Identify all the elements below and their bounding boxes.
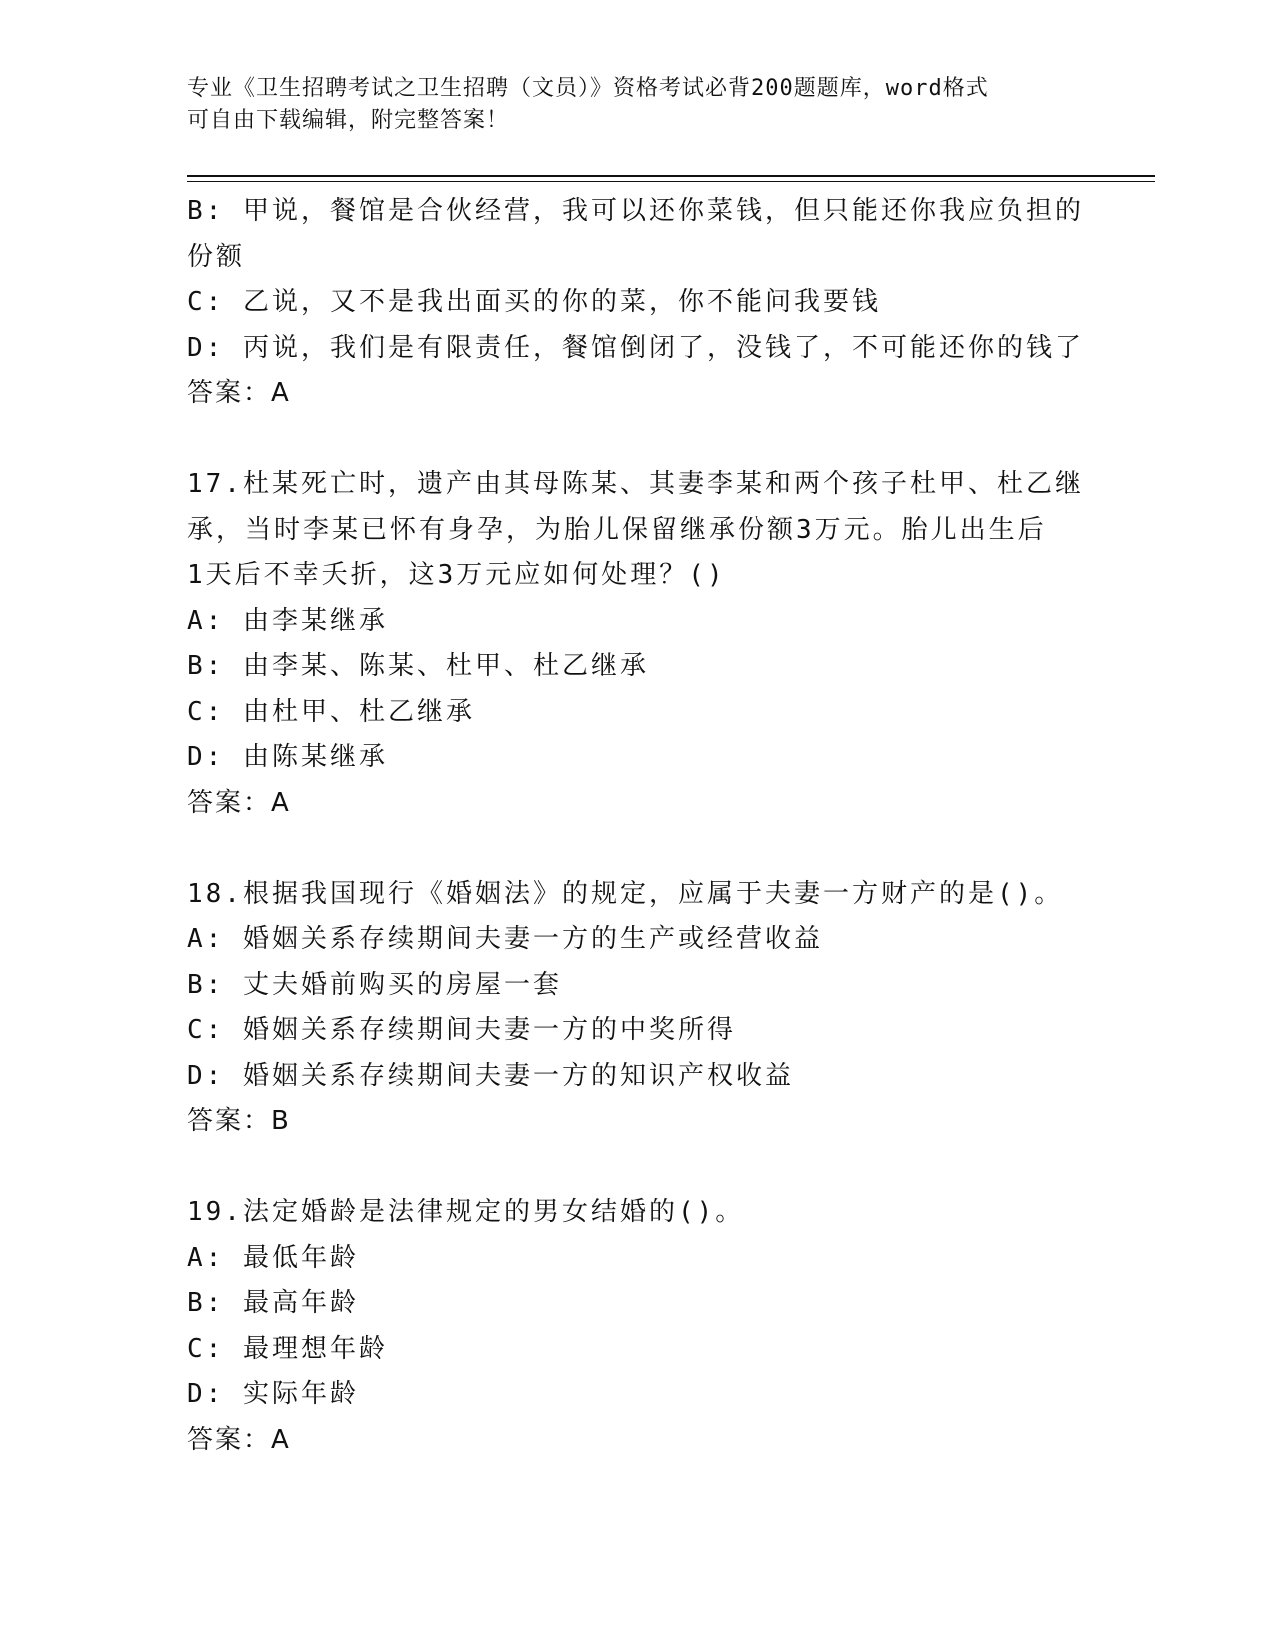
option-c: C: 由杜甲、杜乙继承 bbox=[187, 696, 475, 727]
option-c: C: 最理想年龄 bbox=[187, 1333, 388, 1364]
spacer bbox=[187, 417, 1087, 463]
answer-line: 答案：A bbox=[187, 787, 291, 818]
option-line: 份额 bbox=[187, 241, 246, 272]
spacer bbox=[187, 826, 1087, 872]
answer-line: 答案：A bbox=[187, 1424, 291, 1455]
question-content bbox=[187, 189, 1087, 1463]
question-stem-line: 17.杜某死亡时，遗产由其母陈某、其妻李某和两个孩子杜甲、杜乙继 bbox=[187, 469, 1084, 499]
question-stem-line: 19.法定婚龄是法律规定的男女结婚的()。 bbox=[187, 1197, 745, 1227]
option-a: A: 最低年龄 bbox=[187, 1242, 359, 1273]
header-title-line-2: 可自由下载编辑，附完整答案！ bbox=[187, 108, 510, 133]
option-a: A: 婚姻关系存续期间夫妻一方的生产或经营收益 bbox=[187, 924, 823, 954]
option-d: D: 婚姻关系存续期间夫妻一方的知识产权收益 bbox=[187, 1060, 794, 1091]
option-b: B: 丈夫婚前购买的房屋一套 bbox=[187, 969, 562, 1000]
question-19 bbox=[187, 1190, 1087, 1463]
option-line: C: 乙说，又不是我出面买的你的菜，你不能问我要钱 bbox=[187, 287, 881, 317]
spacer bbox=[187, 1145, 1087, 1191]
question-17 bbox=[187, 462, 1087, 826]
header-divider-thin bbox=[187, 181, 1155, 182]
option-b: B: 由李某、陈某、杜甲、杜乙继承 bbox=[187, 651, 649, 681]
option-d: D: 实际年龄 bbox=[187, 1379, 359, 1409]
header-title-line-1: 专业《卫生招聘考试之卫生招聘（文员）》资格考试必背200题题库，word格式 bbox=[187, 76, 989, 101]
question-stem-line: 18.根据我国现行《婚姻法》的规定，应属于夫妻一方财产的是()。 bbox=[187, 878, 1064, 909]
answer-line: 答案：B bbox=[187, 1106, 291, 1136]
question-18 bbox=[187, 872, 1087, 1145]
option-c: C: 婚姻关系存续期间夫妻一方的中奖所得 bbox=[187, 1015, 736, 1045]
answer-line: 答案：A bbox=[187, 378, 291, 408]
document-header bbox=[187, 73, 1087, 137]
option-line: B: 甲说，餐馆是合伙经营，我可以还你菜钱，但只能还你我应负担的 bbox=[187, 196, 1084, 226]
previous-question-continuation bbox=[187, 189, 1087, 417]
question-stem-line: 承，当时李某已怀有身孕，为胎儿保留继承份额3万元。胎儿出生后 bbox=[187, 514, 1047, 545]
option-b: B: 最高年龄 bbox=[187, 1288, 359, 1318]
option-a: A: 由李某继承 bbox=[187, 605, 388, 636]
option-d: D: 由陈某继承 bbox=[187, 742, 388, 772]
header-divider-thick bbox=[187, 175, 1155, 177]
option-line: D: 丙说，我们是有限责任，餐馆倒闭了，没钱了，不可能还你的钱了 bbox=[187, 332, 1084, 363]
question-stem-line: 1天后不幸夭折，这3万元应如何处理？() bbox=[187, 560, 726, 590]
